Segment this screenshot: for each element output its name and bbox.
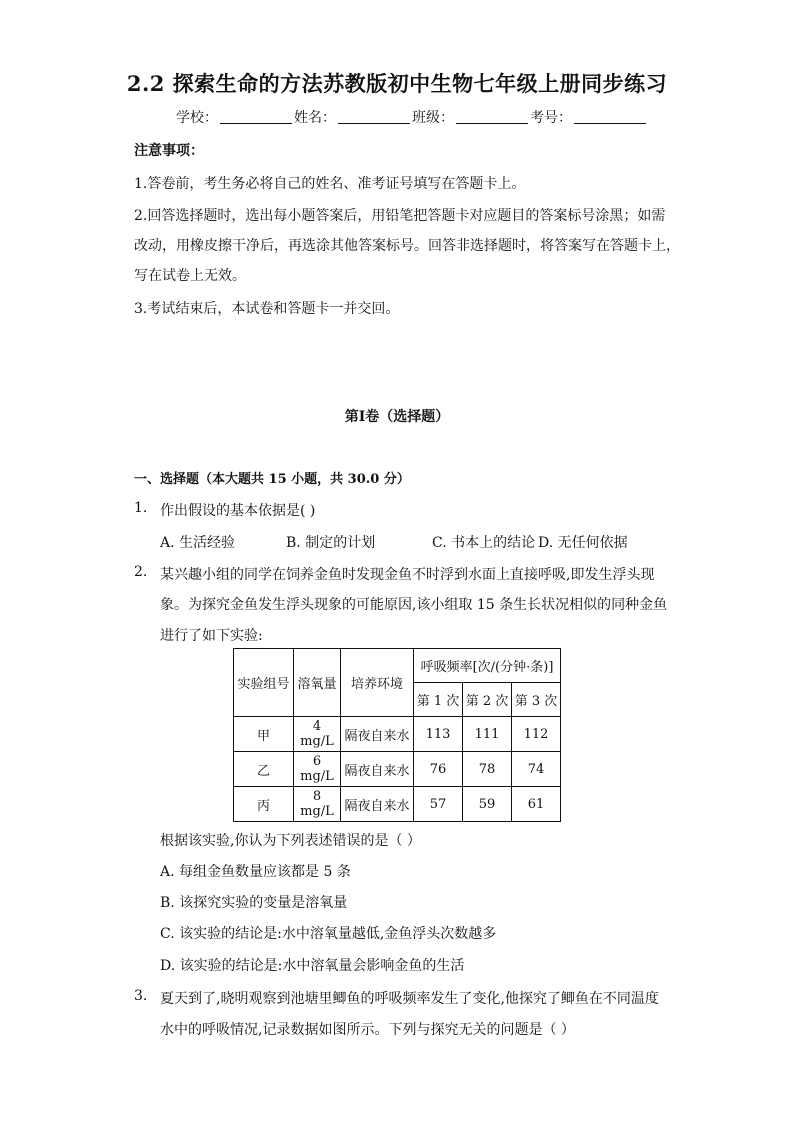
q2-number: 2. [134, 564, 148, 580]
notice-item-3: 3.考试结束后，本试卷和答题卡一并交回。 [134, 301, 400, 317]
q3-stem-line2: 水中的呼吸情况,记录数据如图所示。下列与探究无关的问题是（ ） [160, 1022, 575, 1038]
q3-stem-line1: 夏天到了,晓明观察到池塘里鲫鱼的呼吸频率发生了变化,他探究了鲫鱼在不同温度 [160, 991, 659, 1007]
q1-option-d[interactable]: D. 无任何依据 [538, 535, 628, 551]
header-group: 实验组号 [234, 649, 294, 717]
cell-oxygen: 4 mg/L [294, 717, 341, 752]
q1-option-b[interactable]: B. 制定的计划 [286, 535, 376, 551]
notice-item-1: 1.答卷前，考生务必将自己的姓名、准考证号填写在答题卡上。 [134, 176, 526, 192]
cell-oxygen: 8 mg/L [294, 787, 341, 822]
header-trial-2: 第 2 次 [463, 683, 512, 717]
name-blank[interactable] [338, 109, 410, 124]
q2-stem-line1: 某兴趣小组的同学在饲养金鱼时发现金鱼不时浮到水面上直接呼吸,即发生浮头现 [160, 567, 655, 583]
header-oxygen: 溶氧量 [294, 649, 341, 717]
class-blank[interactable] [456, 109, 528, 124]
cell-trial-1: 57 [414, 787, 463, 822]
q1-option-c[interactable]: C. 书本上的结论 [432, 535, 536, 551]
cell-group: 丙 [234, 787, 294, 822]
q1-option-a[interactable]: A. 生活经验 [160, 535, 236, 551]
cell-environment: 隔夜自来水 [341, 717, 414, 752]
q1-options [160, 532, 628, 552]
cell-group: 乙 [234, 752, 294, 787]
q2-option-b[interactable]: B. 该探究实验的变量是溶氧量 [160, 895, 348, 911]
table-row [234, 752, 561, 787]
cell-trial-2: 111 [463, 717, 512, 752]
q2-question: 根据该实验,你认为下列表述错误的是（ ） [160, 833, 421, 849]
section-title: 第I卷（选择题） [344, 409, 450, 425]
q2-stem-line3: 进行了如下实验: [160, 628, 263, 644]
cell-trial-1: 113 [414, 717, 463, 752]
q1-number: 1. [134, 500, 148, 516]
header-environment: 培养环境 [341, 649, 414, 717]
cell-environment: 隔夜自来水 [341, 752, 414, 787]
exam-no-label: 考号： [530, 110, 572, 126]
cell-trial-2: 59 [463, 787, 512, 822]
notice-item-2-cont: 改动，用橡皮擦干净后，再选涂其他答案标号。回答非选择题时，将答案写在答题卡上， [134, 238, 680, 254]
name-label: 姓名： [294, 110, 336, 126]
cell-trial-2: 78 [463, 752, 512, 787]
q2-option-a[interactable]: A. 每组金鱼数量应该都是 5 条 [160, 864, 351, 880]
notice-item-2-cont2: 写在试卷上无效。 [134, 268, 246, 284]
table-row [234, 717, 561, 752]
q3-number: 3. [134, 988, 148, 1004]
header-breathing-rate: 呼吸频率[次/(分钟·条)] [414, 649, 561, 683]
student-info-line [176, 107, 648, 127]
q2-option-c[interactable]: C. 该实验的结论是:水中溶氧量越低,金鱼浮头次数越多 [160, 926, 497, 942]
school-label: 学校： [176, 110, 218, 126]
experiment-table [233, 648, 561, 822]
cell-trial-3: 74 [512, 752, 561, 787]
class-label: 班级： [412, 110, 454, 126]
notice-heading: 注意事项： [134, 143, 204, 159]
cell-trial-1: 76 [414, 752, 463, 787]
cell-oxygen: 6 mg/L [294, 752, 341, 787]
cell-group: 甲 [234, 717, 294, 752]
school-blank[interactable] [220, 109, 292, 124]
table-row [234, 787, 561, 822]
notice-item-2: 2.回答选择题时，选出每小题答案后，用铅笔把答题卡对应题目的答案标号涂黑；如需 [134, 208, 666, 224]
exam-no-blank[interactable] [574, 109, 646, 124]
part-heading: 一、选择题（本大题共 15 小题，共 30.0 分） [134, 472, 410, 487]
q2-stem-line2: 象。为探究金鱼发生浮头现象的可能原因,该小组取 15 条生长状况相似的同种金鱼 [160, 597, 668, 613]
document-title: 2.2 探索生命的方法苏教版初中生物七年级上册同步练习 [126, 71, 668, 96]
cell-trial-3: 112 [512, 717, 561, 752]
cell-trial-3: 61 [512, 787, 561, 822]
cell-environment: 隔夜自来水 [341, 787, 414, 822]
q2-option-d[interactable]: D. 该实验的结论是:水中溶氧量会影响金鱼的生活 [160, 958, 465, 974]
header-trial-3: 第 3 次 [512, 683, 561, 717]
q1-stem: 作出假设的基本依据是( ) [160, 503, 316, 519]
header-trial-1: 第 1 次 [414, 683, 463, 717]
